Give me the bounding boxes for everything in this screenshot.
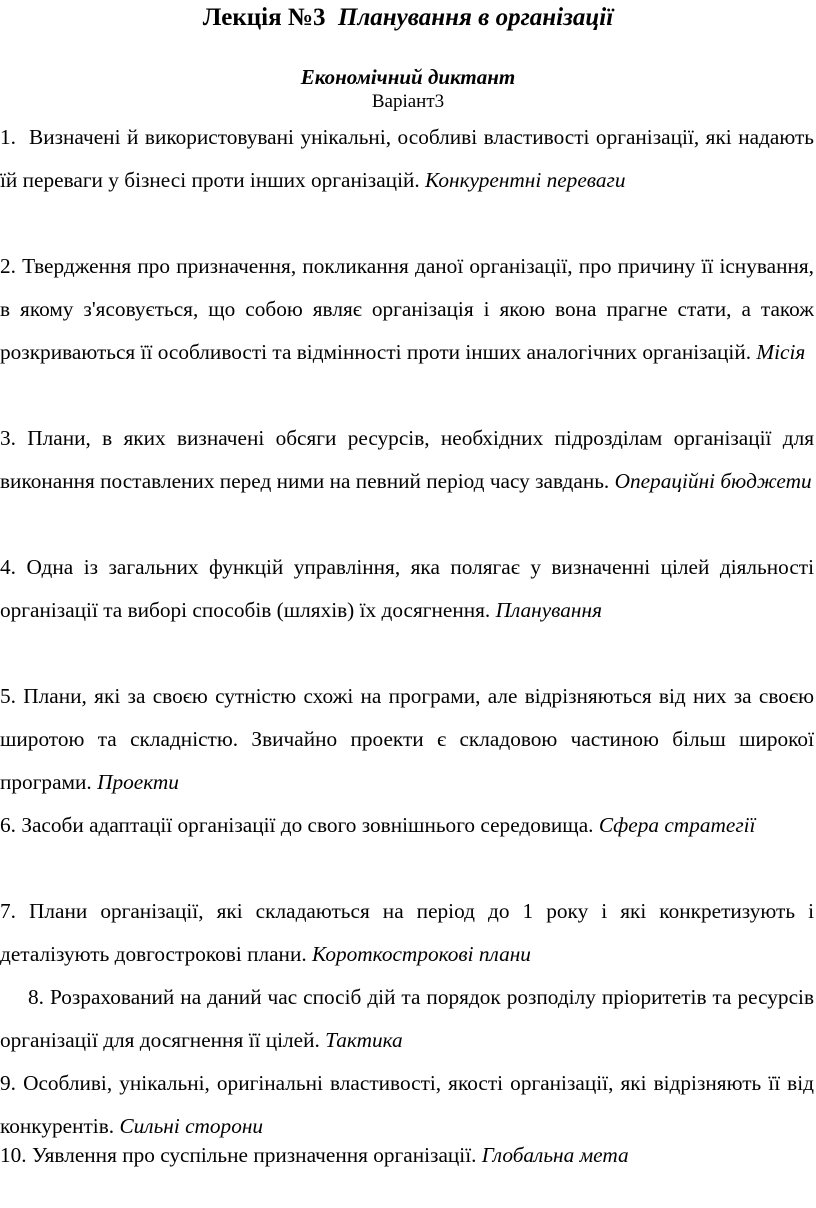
item-answer: Проекти	[97, 770, 179, 794]
item-answer: Короткострокові плани	[312, 942, 531, 966]
item-answer: Місія	[756, 340, 806, 364]
item-answer: Сильні сторони	[119, 1114, 264, 1138]
question-item-1	[0, 116, 814, 202]
question-item-7	[0, 890, 814, 976]
variant-label: Варіант3	[371, 91, 445, 112]
item-number: 7.	[0, 899, 16, 923]
item-text: Визначені й використовувані унікальні, особливі властивості організації, які надають їй переваги у бізнесі проти інших організацій.	[0, 125, 814, 192]
question-item-6	[0, 804, 814, 847]
item-text: Уявлення про суспільне призначення організації.	[31, 1143, 477, 1167]
item-text: Одна із загальних функцій управління, яка полягає у визначенні цілей діяльності організації та виборі способів (шляхів) їх досягнення.	[0, 555, 814, 622]
question-item-3	[0, 417, 814, 503]
item-answer: Конкурентні переваги	[425, 168, 626, 192]
title-subject: Планування в організації	[338, 4, 614, 31]
question-item-2	[0, 245, 814, 374]
item-number: 4.	[0, 555, 16, 579]
item-number: 3.	[0, 426, 16, 450]
item-text: Плани, в яких визначені обсяги ресурсів, необхідних підрозділам організації для виконання поставлених перед ними на певний період часу завдань.	[0, 426, 815, 493]
question-item-8	[0, 976, 814, 1062]
question-item-10	[0, 1134, 814, 1177]
item-answer: Планування	[495, 598, 602, 622]
item-answer: Глобальна мета	[481, 1143, 629, 1167]
title-main: Лекція №3	[202, 4, 326, 31]
item-number: 1.	[0, 125, 16, 149]
item-answer: Тактика	[325, 1028, 403, 1052]
item-text: Особливі, унікальні, оригінальні властивості, якості організації, які відрізняють її від конкурентів.	[0, 1071, 814, 1138]
item-number: 10.	[0, 1143, 27, 1167]
item-text: Твердження про призначення, покликання даної організації, про причину її існування, в якому з'ясовується, що собою являє організація і якою вона прагне стати, а також розкриваються її особливості та відмінності проти інших аналогічних організацій.	[0, 254, 814, 364]
item-text: Плани організації, які складаються на період до 1 року і які конкретизують і деталізують довгострокові плани.	[0, 899, 814, 966]
question-item-5	[0, 675, 814, 804]
item-number: 2.	[0, 254, 16, 278]
item-number: 9.	[0, 1071, 16, 1095]
page-title	[0, 2, 816, 34]
item-number: 8.	[28, 985, 44, 1009]
item-answer: Операційні бюджети	[614, 469, 812, 493]
dictation-heading: Економічний диктант	[300, 65, 516, 89]
item-answer: Сфера стратегії	[598, 813, 756, 837]
item-number: 5.	[0, 684, 16, 708]
item-text: Засоби адаптації організації до свого зовнішнього середовища.	[21, 813, 594, 837]
question-item-4	[0, 546, 814, 632]
item-text: Плани, які за своєю сутністю схожі на програми, але відрізняються від них за своєю широтою та складністю. Звичайно проекти є складовою частиною більш широкої програми.	[0, 684, 814, 794]
item-text: Розрахований на даний час спосіб дій та порядок розподілу пріоритетів та ресурсів організації для досягнення її цілей.	[0, 985, 814, 1052]
item-number: 6.	[0, 813, 16, 837]
